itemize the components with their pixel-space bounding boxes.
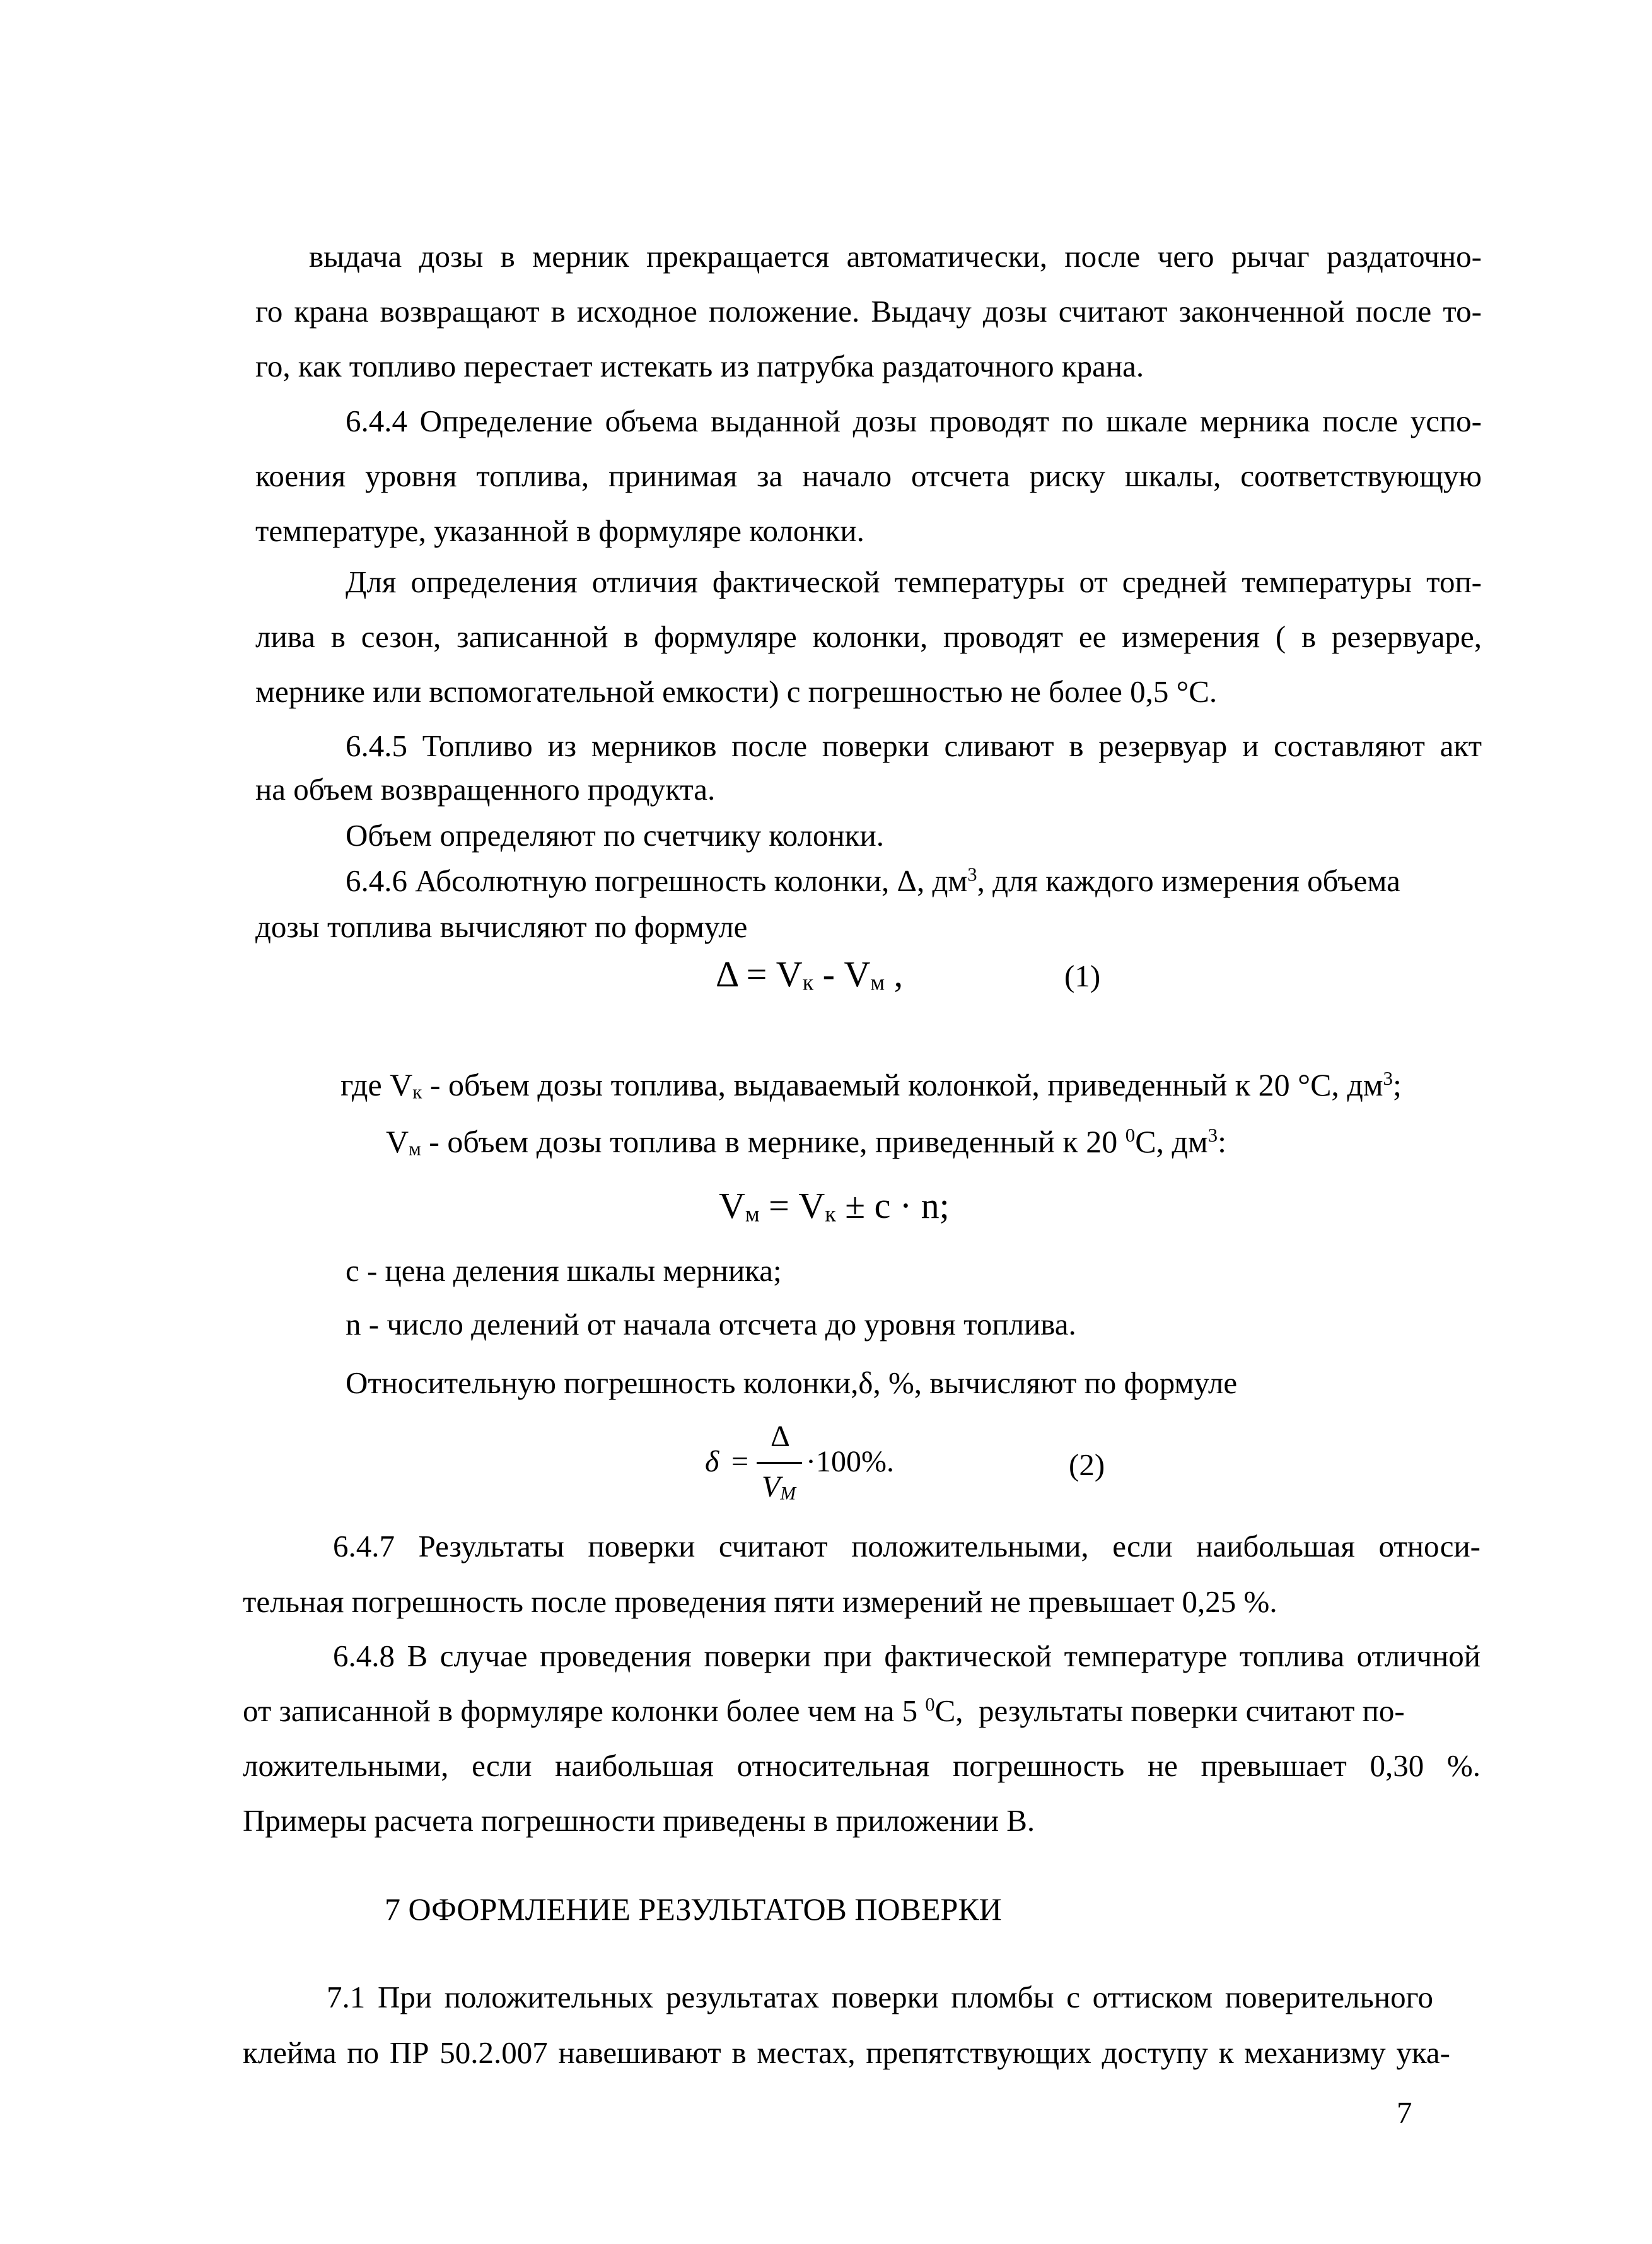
clause-7-1: 7.1 При положительных результатах поверки пломбы с оттиском поверительного: [327, 1980, 1433, 2014]
fraction-bar: [757, 1462, 802, 1464]
formula-number: (1): [1064, 959, 1101, 993]
formula-equals: =: [731, 1445, 749, 1478]
page-number: 7: [1397, 2095, 1412, 2130]
formula-numerator: Δ: [771, 1420, 790, 1453]
paragraph-line: коения уровня топлива, принимая за начало отсчета риску шкалы, соответствующую: [255, 459, 1482, 493]
paragraph-line: от записанной в формуляре колонки более чем на 5 $^0$С, результаты поверки считают по-: [243, 1693, 1405, 1728]
paragraph-line: го, как топливо перестает истекать из патрубка раздаточного крана.: [255, 349, 1144, 383]
variable-definition: $V_м$ - объем дозы топлива в мернике, приведенный к 20 $^0$С, $дм^3$:: [386, 1123, 1227, 1160]
clause-6-4-7: 6.4.7 Результаты поверки считают положительными, если наибольшая относи-: [333, 1529, 1480, 1563]
clause-6-4-5: 6.4.5 Топливо из мерников после поверки сливают в резервуар и составляют акт: [346, 728, 1482, 763]
clause-6-4-8: 6.4.8 В случае проведения поверки при фактической температуре топлива отличной: [333, 1639, 1480, 1673]
paragraph-line: температуре, указанной в формуляре колонки.: [255, 513, 864, 548]
variable-definition: n - число делений от начала отсчета до уровня топлива.: [346, 1307, 1076, 1341]
variable-definition: с - цена деления шкалы мерника;: [346, 1253, 782, 1288]
paragraph-line: ложительными, если наибольшая относительная погрешность не превышает 0,30 %.: [243, 1748, 1480, 1783]
paragraph-line: Относительную погрешность колонки,δ, %, вычисляют по формуле: [346, 1365, 1238, 1400]
paragraph-line: Примеры расчета погрешности приведены в приложении В.: [243, 1803, 1035, 1838]
paragraph-line: дозы топлива вычисляют по формуле: [255, 909, 748, 944]
paragraph-line: Объем определяют по счетчику колонки.: [346, 818, 884, 853]
variable-definition: где $V_к$ - объем дозы топлива, выдаваемый колонкой, приведенный к 20 °С, $дм^3$;: [340, 1066, 1402, 1103]
paragraph-line: го крана возвращают в исходное положение. Выдачу дозы считают законченной после то-: [255, 294, 1482, 329]
formula-1: $\Delta = V_к - V_м$ ,: [716, 954, 904, 995]
formula-number: (2): [1069, 1447, 1105, 1482]
section-heading: 7 ОФОРМЛЕНИЕ РЕЗУЛЬТАТОВ ПОВЕРКИ: [385, 1891, 1002, 1927]
paragraph-line: клейма по ПР 50.2.007 навешивают в местах, препятствующих доступу к механизму ука-: [243, 2035, 1450, 2070]
clause-6-4-6: 6.4.6 Абсолютную погрешность колонки, Δ, $дм^3$, для каждого измерения объема: [346, 863, 1400, 898]
formula-vm: $V_м = V_к \pm с \cdot n$;: [719, 1185, 950, 1227]
paragraph-line: выдача дозы в мерник прекращается автоматически, после чего рычаг раздаточно-: [309, 239, 1482, 274]
paragraph-line: на объем возвращенного продукта.: [255, 772, 716, 807]
formula-tail: ·100%.: [806, 1445, 894, 1478]
formula-delta-symbol: δ: [705, 1445, 719, 1478]
paragraph-line: мернике или вспомогательной емкости) с погрешностью не более 0,5 °С.: [255, 674, 1218, 709]
paragraph-line: Для определения отличия фактической температуры от средней температуры топ-: [346, 564, 1482, 599]
clause-6-4-4: 6.4.4 Определение объема выданной дозы проводят по шкале мерника после успо-: [346, 404, 1482, 438]
paragraph-line: лива в сезон, записанной в формуляре колонки, проводят ее измерения ( в резервуаре,: [255, 619, 1482, 654]
paragraph-line: тельная погрешность после проведения пяти измерений не превышает 0,25 %.: [243, 1584, 1277, 1619]
formula-denominator: $V_М$: [762, 1470, 796, 1504]
